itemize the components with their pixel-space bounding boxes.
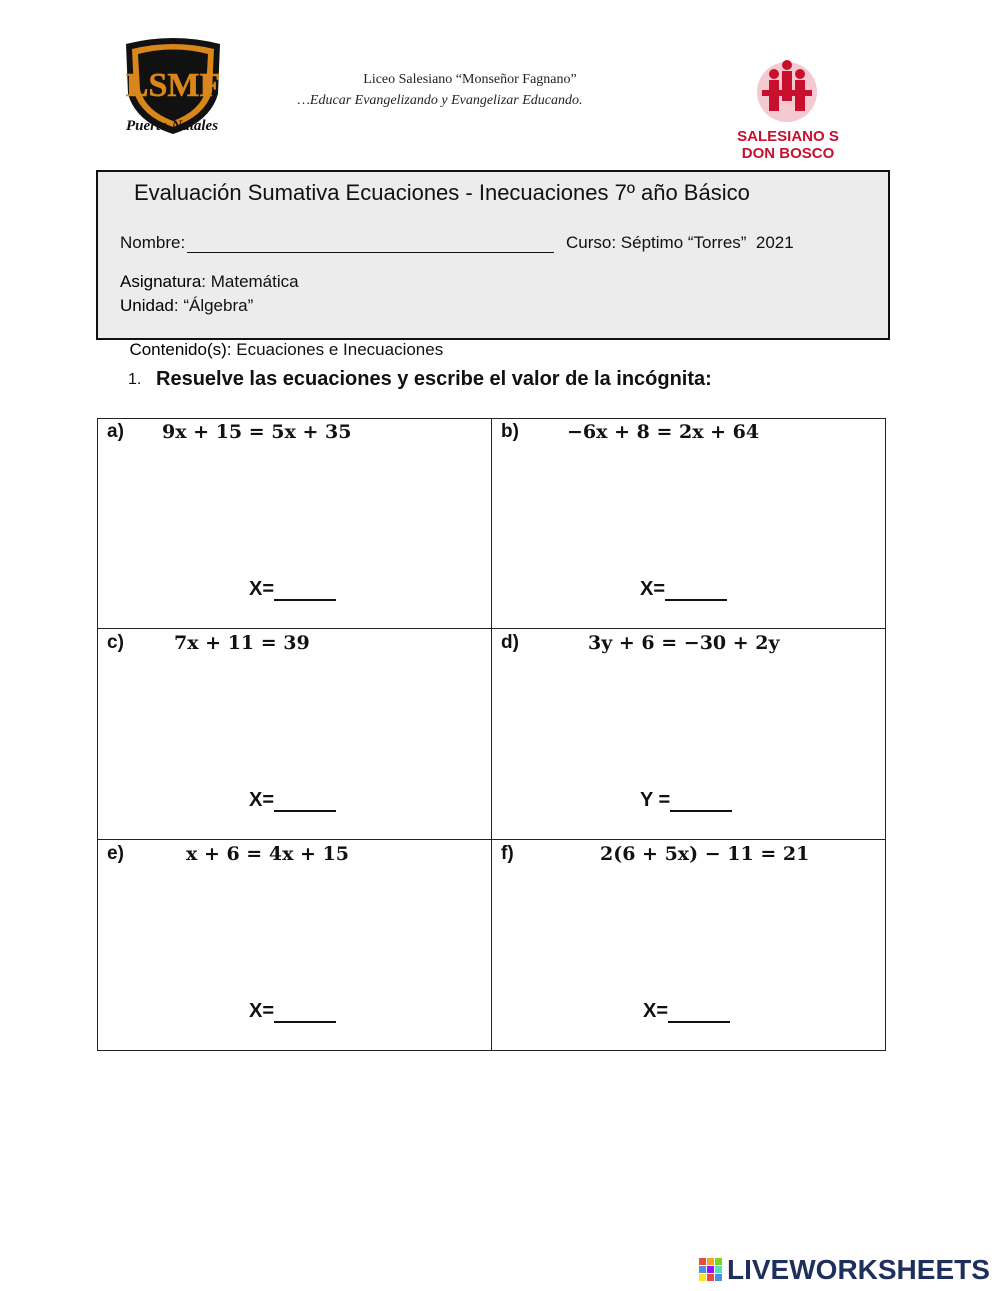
table-divider-row1	[97, 628, 886, 629]
liveworksheets-logo-icon	[699, 1258, 723, 1282]
answer-a-label: X=	[249, 578, 275, 600]
question-text: Resuelve las ecuaciones y escribe el valor de la incógnita:	[156, 368, 712, 390]
answer-d[interactable]	[640, 789, 732, 812]
equation-b: −6x + 8 = 2x + 64	[567, 421, 760, 443]
asignatura-label: Asignatura	[120, 272, 202, 291]
answer-d-label: Y =	[640, 789, 671, 811]
table-divider-row2	[97, 839, 886, 840]
contenido-label: Contenido(s):	[129, 340, 232, 359]
answer-f[interactable]	[643, 1000, 730, 1023]
cell-e-letter: e)	[107, 843, 124, 864]
curso-text: Curso: Séptimo “Torres” 2021	[566, 233, 794, 252]
answer-f-label: X=	[643, 1000, 669, 1022]
answer-e-label: X=	[249, 1000, 275, 1022]
crest-monogram: LSMF	[125, 67, 221, 104]
answer-a-blank[interactable]	[274, 579, 336, 601]
cell-f-letter: f)	[501, 843, 514, 864]
equation-e: x + 6 = 4x + 15	[186, 843, 349, 865]
equation-a: 9x + 15 = 5x + 35	[162, 421, 352, 443]
answer-b-label: X=	[640, 578, 666, 600]
nombre-label: Nombre:	[120, 233, 186, 252]
answer-c-label: X=	[249, 789, 275, 811]
unidad-label: Unidad	[120, 296, 174, 315]
answer-c-blank[interactable]	[274, 790, 336, 812]
unidad-row	[120, 296, 253, 316]
table-divider-vertical	[491, 418, 492, 1051]
answer-e-blank[interactable]	[274, 1001, 336, 1023]
cell-b-letter: b)	[501, 421, 519, 442]
salesianos-line1: SALESIANO S	[737, 128, 839, 145]
cell-a-letter: a)	[107, 421, 124, 442]
nombre-row	[120, 233, 554, 253]
contenido-value: Ecuaciones e Inecuaciones	[231, 340, 444, 359]
salesianos-wordmark	[728, 128, 848, 162]
question-number: 1.	[128, 371, 142, 388]
cell-d-letter: d)	[501, 632, 519, 653]
answer-e[interactable]	[249, 1000, 336, 1023]
answer-b[interactable]	[640, 578, 727, 601]
answer-d-blank[interactable]	[670, 790, 732, 812]
salesianos-line2: DON BOSCO	[741, 145, 835, 162]
asignatura-value: : Matemática	[201, 272, 299, 291]
cell-c-letter: c)	[107, 632, 124, 653]
answer-a[interactable]	[249, 578, 336, 601]
asignatura-row	[120, 272, 299, 292]
liveworksheets-wordmark: LIVEWORKSHEETS	[727, 1254, 990, 1285]
crest-caption: Puerto Natales	[125, 118, 219, 134]
answer-b-blank[interactable]	[665, 579, 727, 601]
answer-f-blank[interactable]	[668, 1001, 730, 1023]
equation-c: 7x + 11 = 39	[174, 632, 310, 654]
contenido-row	[120, 320, 443, 360]
school-name: Liceo Salesiano “Monseñor Fagnano”	[363, 72, 577, 87]
unidad-value: : “Álgebra”	[173, 296, 254, 315]
nombre-input-line[interactable]	[187, 234, 554, 253]
equation-d: 3y + 6 = −30 + 2y	[588, 632, 780, 654]
evaluation-title: Evaluación Sumativa Ecuaciones - Inecuaciones 7º año Básico	[134, 180, 750, 205]
answer-c[interactable]	[249, 789, 336, 812]
equation-f: 2(6 + 5x) − 11 = 21	[600, 843, 810, 865]
school-motto: …Educar Evangelizando y Evangelizar Educando.	[297, 93, 583, 108]
salesianos-logo-icon	[752, 56, 822, 126]
liveworksheets-watermark	[699, 1254, 990, 1286]
